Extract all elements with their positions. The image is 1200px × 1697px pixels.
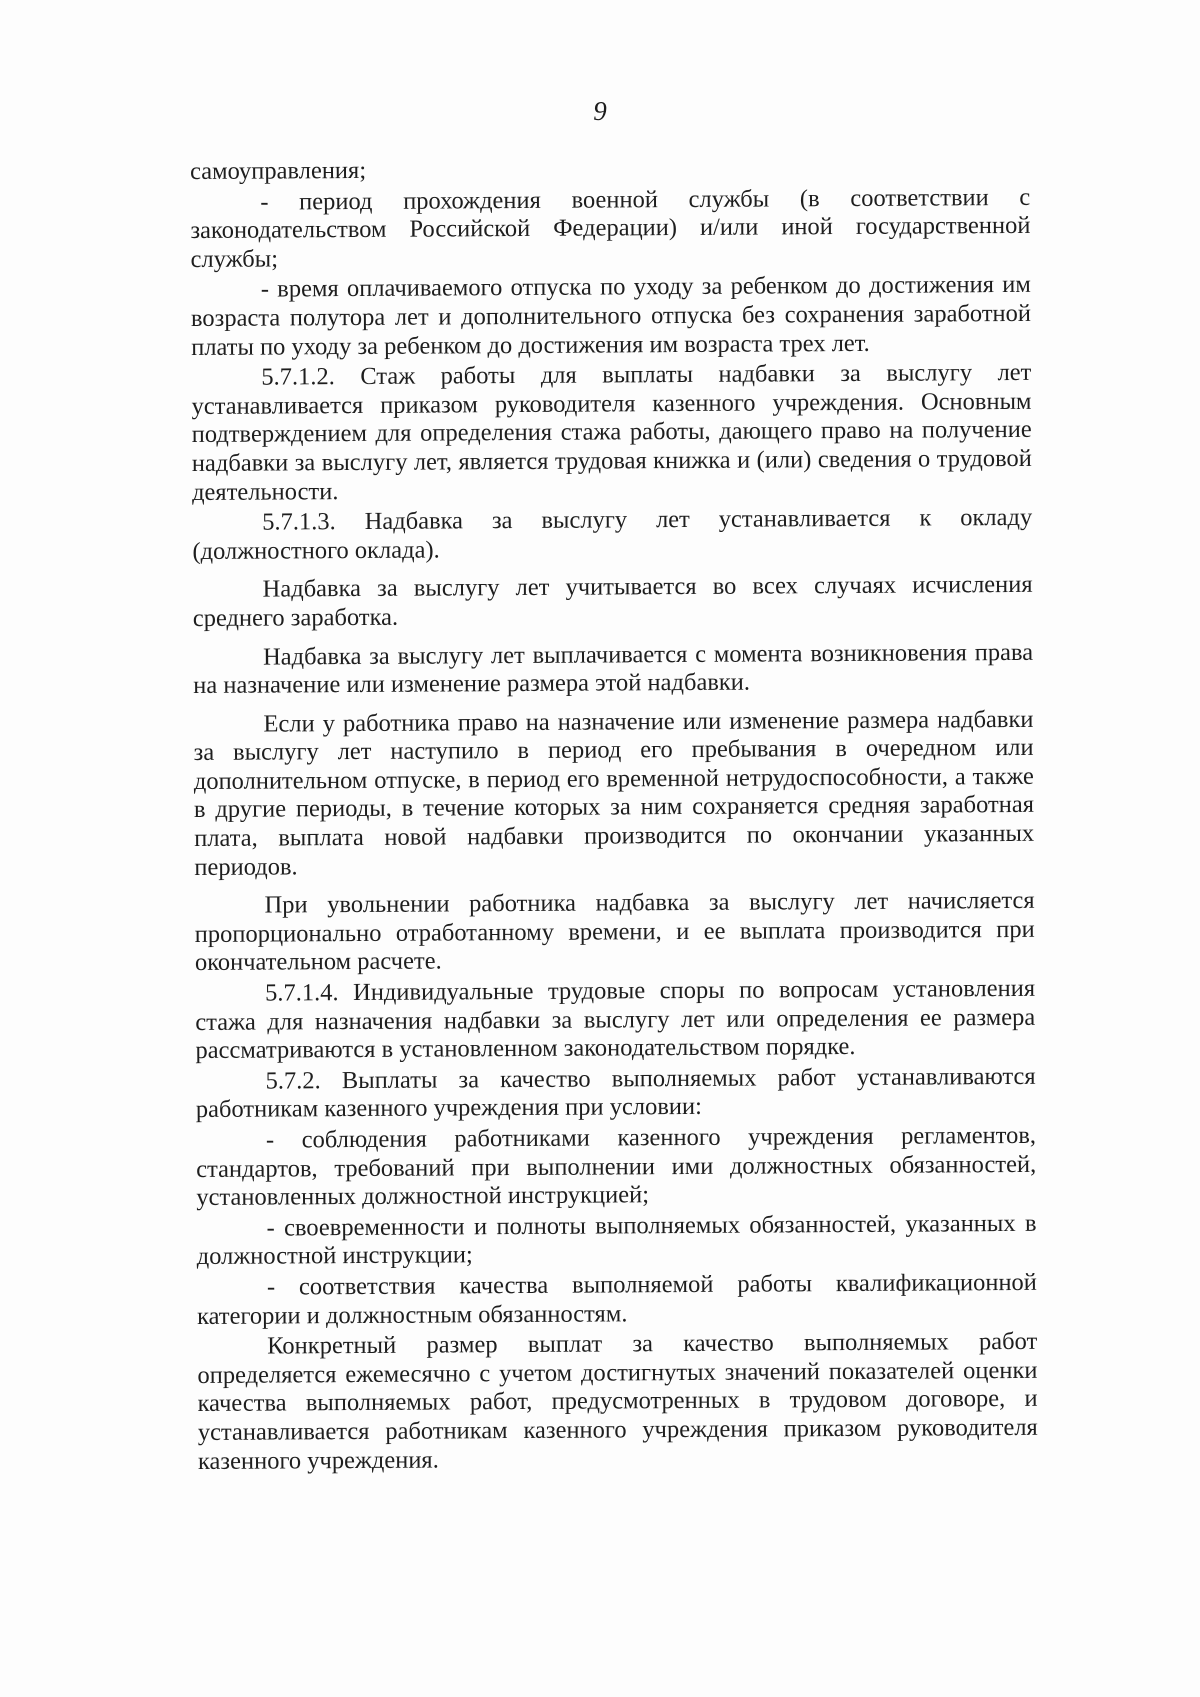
paragraph-5-7-1-4: 5.7.1.4. Индивидуальные трудовые споры по вопросам установления стажа для назначения надбавки за выслугу лет или определения ее размера рассматриваются в установленном законодательством порядке. xyxy=(195,974,1036,1065)
paragraph-leave-periods: Если у работника право на назначение или изменение размера надбавки за выслугу лет наступило в период его пребывания в очередном или дополнительном отпуске, в период его временной нетрудоспособности, а также в другие периоды, в течение которых за ним сохраняется средняя заработная плата, выплата новой надбавки производится по окончании указанных периодов. xyxy=(193,705,1035,881)
paragraph-specific-amount: Конкретный размер выплат за качество выполняемых работ определяется ежемесячно с учетом достигнутых значений показателей оценки качества выполняемых работ, предусмотренных в трудовом договоре, и устанавливается работникам казенного учреждения приказом руководителя казенного учреждения. xyxy=(197,1328,1038,1475)
paragraph-military-service: - период прохождения военной службы (в соответствии с законодательством Российской Федерации) и/или иной государственной службы; xyxy=(190,183,1031,273)
paragraph-continuation: самоуправления; xyxy=(190,156,367,185)
paragraph-5-7-1-3: 5.7.1.3. Надбавка за выслугу лет устанавливается к окладу (должностного оклада). xyxy=(192,503,1033,565)
paragraph-timeliness: - своевременности и полноты выполняемых обязанностей, указанных в должностной инструкции; xyxy=(196,1209,1037,1271)
paragraph-5-7-1-2: 5.7.1.2. Стаж работы для выплаты надбавки за выслугу лет устанавливается приказом руководителя казенного учреждения. Основным подтверждением для определения стажа работы, дающего право на получение надбавки за выслугу лет, является трудовая книжка и (или) сведения о трудовой деятельности. xyxy=(191,359,1032,506)
document-body xyxy=(190,153,1038,1478)
paragraph-quality-match: - соответствия качества выполняемой работы квалификационной категории и должностным обязанностям. xyxy=(196,1268,1037,1330)
paragraph-childcare-leave: - время оплачиваемого отпуска по уходу за ребенком до достижения им возраста полутора лет и дополнительного отпуска без сохранения заработной платы по уходу за ребенком до достижения им возраста трех лет. xyxy=(190,271,1032,361)
paragraph-regulations-compliance: - соблюдения работниками казенного учреждения регламентов, стандартов, требований при выполнении ими должностных обязанностей, установленных должностной инструкцией; xyxy=(196,1121,1037,1212)
page-number: 9 xyxy=(593,96,607,126)
paragraph-payment-start: Надбавка за выслугу лет выплачивается с момента возникновения права на назначение или изменение размера этой надбавки. xyxy=(193,638,1034,700)
paragraph-5-7-2: 5.7.2. Выплаты за качество выполняемых работ устанавливаются работникам казенного учреждения при условии: xyxy=(195,1062,1036,1124)
paragraph-dismissal: При увольнении работника надбавка за выслугу лет начисляется пропорционально отработанному времени, и ее выплата производится при окончательном расчете. xyxy=(194,887,1035,977)
paragraph-average-earnings: Надбавка за выслугу лет учитывается во всех случаях исчисления среднего заработка. xyxy=(192,571,1033,632)
